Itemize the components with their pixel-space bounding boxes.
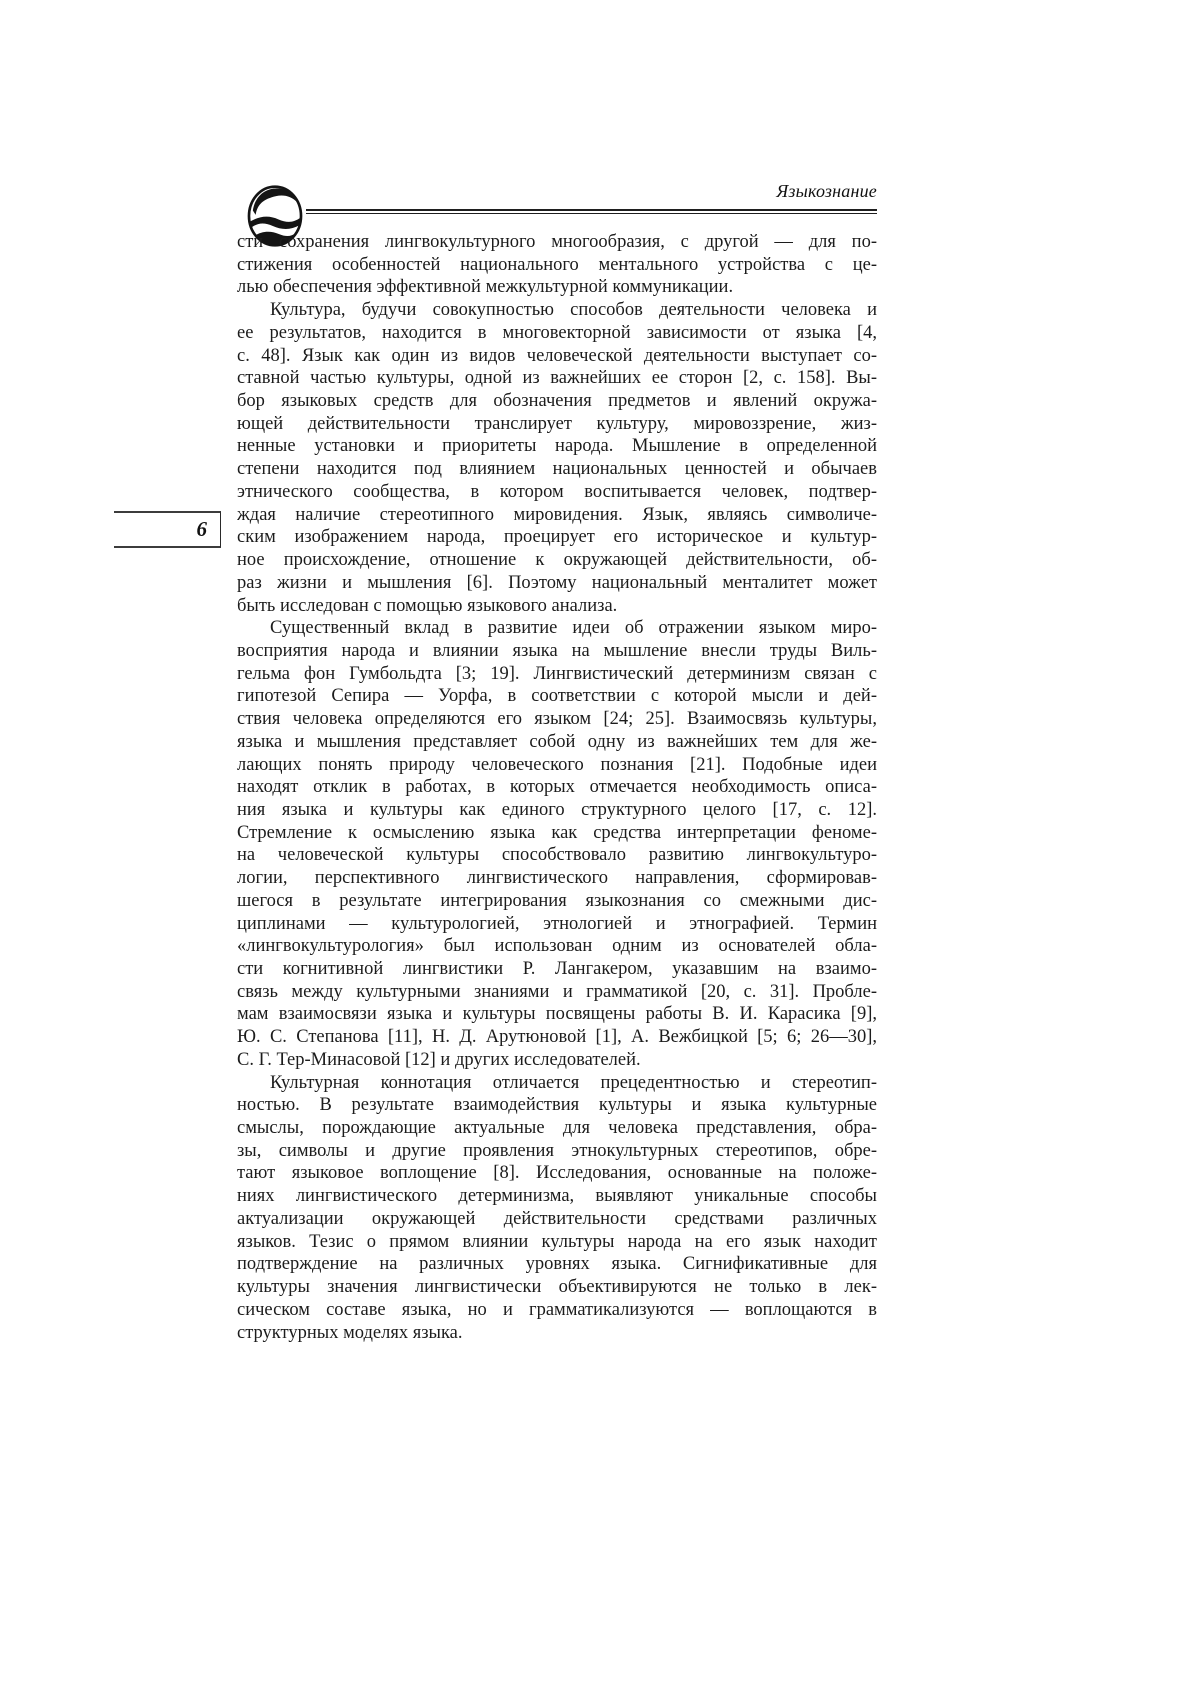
text-line: мам взаимосвязи языка и культуры посвящены работы В. И. Карасика [9], xyxy=(237,1004,877,1025)
page-number: 6 xyxy=(196,517,207,541)
text-line: бор языковых средств для обозначения предметов и явлений окружа- xyxy=(237,391,877,412)
text-line: степени находится под влиянием национальных ценностей и обычаев xyxy=(237,459,877,480)
text-line: «лингвокультурология» был использован одним из основателей обла- xyxy=(237,936,877,957)
paragraph xyxy=(237,617,877,1071)
paragraph xyxy=(237,231,877,299)
text-line: ниях лингвистического детерминизма, выявляют уникальные способы xyxy=(237,1186,877,1207)
text-line: зы, символы и другие проявления этнокультурных стереотипов, обре- xyxy=(237,1140,877,1161)
text-line: смыслы, порождающие актуальные для человека представления, обра- xyxy=(237,1118,877,1139)
text-line: ждая наличие стереотипного мировидения. Язык, являясь символиче- xyxy=(237,504,877,525)
text-line: культуры значения лингвистически объективируются не только в лек- xyxy=(237,1277,877,1298)
text-line: гельма фон Гумбольдта [3; 19]. Лингвистический детерминизм связан с xyxy=(237,663,877,684)
page-number-tab xyxy=(114,511,221,548)
text-line: сти когнитивной лингвистики Р. Лангакером, указавшим на взаимо- xyxy=(237,959,877,979)
body-text xyxy=(237,231,877,1344)
text-line: С. Г. Тер-Минасовой [12] и других исследователей. xyxy=(237,1049,641,1070)
text-line: ненные установки и приоритеты народа. Мышление в определенной xyxy=(237,436,877,457)
text-line: находят отклик в работах, в которых отмечается необходимость описа- xyxy=(237,777,877,798)
text-line: Культура, будучи совокупностью способов деятельности человека и xyxy=(270,300,877,321)
text-line: ния языка и культуры как единого структурного целого [17, с. 12]. xyxy=(237,799,877,820)
text-line: раз жизни и мышления [6]. Поэтому национальный менталитет может xyxy=(237,572,877,593)
text-line: сти сохранения лингвокультурного многообразия, с другой — для по- xyxy=(237,232,877,252)
text-line: ное происхождение, отношение к окружающей действительности, об- xyxy=(237,550,877,571)
text-line: языка и мышления представляет собой одну из важнейших тем для же- xyxy=(237,731,877,752)
text-line: актуализации окружающей действительности средствами различных xyxy=(237,1208,877,1229)
text-line: ставной частью культуры, одной из важнейших ее сторон [2, с. 158]. Вы- xyxy=(237,368,877,389)
paragraph xyxy=(237,1072,877,1345)
text-line: ющей действительности транслирует культуру, мировоззрение, жиз- xyxy=(237,413,877,434)
text-line: ским изображением народа, проецирует его историческое и культур- xyxy=(237,527,877,548)
text-line: на человеческой культуры способствовало развитию лингвокультуро- xyxy=(237,845,877,866)
text-line: языков. Тезис о прямом влиянии культуры народа на его язык находит xyxy=(237,1231,877,1252)
text-line: ее результатов, находится в многовекторной зависимости от языка [4, xyxy=(237,322,877,343)
text-line: связь между культурными знаниями и грамматикой [20, с. 31]. Пробле- xyxy=(237,981,877,1002)
header-double-rule xyxy=(306,209,877,214)
text-line: этнического сообщества, в котором воспитывается человек, подтвер- xyxy=(237,481,877,502)
text-line: стижения особенностей национального ментального устройства с це- xyxy=(237,254,877,275)
text-line: шегося в результате интегрирования языкознания со смежными дис- xyxy=(237,890,877,911)
text-line: восприятия народа и влиянии языка на мышление внесли труды Виль- xyxy=(237,640,877,661)
text-line: лью обеспечения эффективной межкультурной коммуникации. xyxy=(237,277,734,298)
text-line: Существенный вклад в развитие идеи об отражении языком миро- xyxy=(270,618,877,639)
text-line: структурных моделях языка. xyxy=(237,1322,463,1343)
text-line: гипотезой Сепира — Уорфа, в соответствии с которой мысли и дей- xyxy=(237,686,877,707)
text-line: Стремление к осмыслению языка как средства интерпретации феноме- xyxy=(237,822,877,843)
text-line: Ю. С. Степанова [11], Н. Д. Арутюновой [1], А. Вежбицкой [5; 6; 26—30], xyxy=(237,1027,877,1048)
text-line: циплинами — культурологией, этнологией и этнографией. Термин xyxy=(237,913,877,934)
text-line: быть исследован с помощью языкового анализа. xyxy=(237,595,618,616)
text-line: сическом составе языка, но и грамматикализуются — воплощаются в xyxy=(237,1299,877,1320)
running-head-section-title: Языкознание xyxy=(776,181,877,201)
text-line: с. 48]. Язык как один из видов человеческой деятельности выступает со- xyxy=(237,345,877,366)
text-line: Культурная коннотация отличается прецедентностью и стереотип- xyxy=(270,1072,877,1093)
text-line: тают языковое воплощение [8]. Исследования, основанные на положе- xyxy=(237,1163,877,1184)
text-line: подтверждение на различных уровнях языка. Сигнификативные для xyxy=(237,1254,877,1275)
text-line: логии, перспективного лингвистического направления, сформировав- xyxy=(237,868,877,889)
text-line: ностью. В результате взаимодействия культуры и языка культурные xyxy=(237,1095,877,1116)
paragraph xyxy=(237,299,877,617)
text-line: ствия человека определяются его языком [24; 25]. Взаимосвязь культуры, xyxy=(237,709,877,730)
text-line: лающих понять природу человеческого познания [21]. Подобные идеи xyxy=(237,754,877,775)
